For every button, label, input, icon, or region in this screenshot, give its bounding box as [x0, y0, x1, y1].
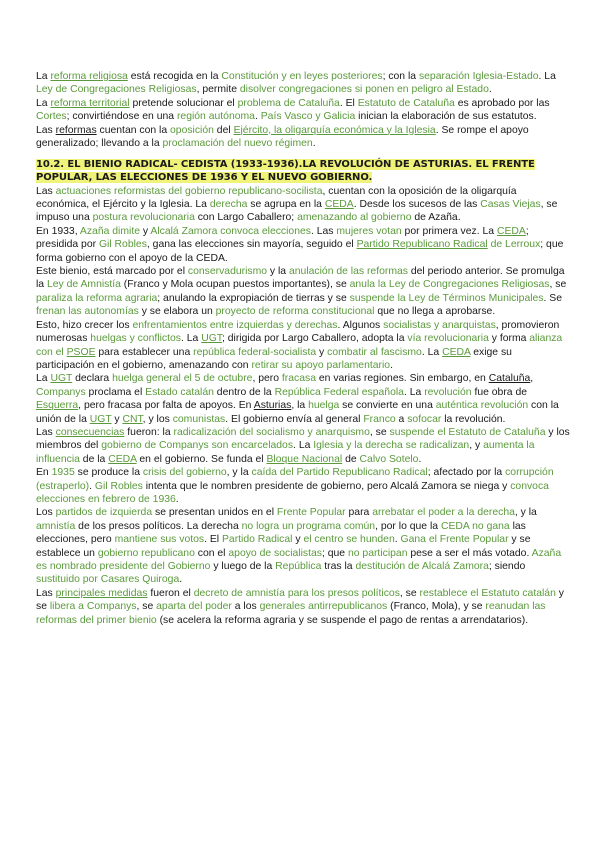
text-run: y los miembros del: [36, 426, 570, 452]
text-run: .: [175, 493, 179, 505]
body-paragraph: [36, 225, 570, 265]
body-section: [36, 185, 570, 627]
text-run: de la: [79, 453, 109, 465]
highlighted-text: paraliza la reforma agraria: [36, 292, 158, 304]
text-run: . Desde los sucesos de las: [353, 199, 481, 211]
body-paragraph: [36, 506, 570, 586]
highlighted-text: fracasa: [281, 373, 316, 385]
highlighted-text: Gil Robles: [98, 239, 147, 251]
highlighted-text: PSOE: [66, 346, 96, 358]
body-paragraph: [36, 587, 570, 627]
text-run: Las: [36, 185, 56, 197]
highlighted-text: Azaña dimite: [79, 225, 140, 237]
text-run: , pero fracasa por falta de apoyos. En: [78, 400, 254, 412]
text-run: de: [342, 453, 360, 465]
body-paragraph: [36, 372, 570, 426]
text-run: a: [395, 413, 408, 425]
text-run: de Azaña.: [411, 212, 461, 224]
text-run: se agrupa en la: [247, 199, 325, 211]
text-run: ; con la: [382, 71, 419, 82]
highlighted-text: Estatuto de Cataluña: [357, 97, 455, 109]
highlighted-text: Bloque Nacional: [266, 453, 343, 465]
highlighted-text: conservadurismo: [187, 266, 268, 278]
highlighted-text: huelga general el 5 de octubre: [112, 373, 253, 385]
text-run: La: [36, 97, 51, 109]
highlighted-text: Partido Republicano Radical: [356, 239, 488, 251]
text-run: ,: [530, 373, 534, 385]
text-run: y: [292, 534, 304, 546]
text-run: declara: [72, 373, 113, 385]
highlighted-text: CEDA: [324, 199, 354, 211]
highlighted-text: principales medidas: [55, 587, 148, 599]
highlighted-text: CNT: [122, 413, 143, 425]
text-run: y se establece un: [36, 534, 531, 559]
text-run: , cuentan con la oposición de la oligarquía económica, el Ejército y la Iglesia. La: [36, 185, 517, 211]
text-run: .: [254, 111, 261, 123]
highlighted-text: UGT: [89, 413, 112, 425]
text-run: con el: [194, 547, 229, 559]
highlighted-text: suspende la Ley de Términos Municipales: [349, 292, 544, 304]
text-run: .: [312, 138, 316, 150]
highlighted-text: huelga: [308, 400, 340, 412]
highlighted-text: combatir al fascismo: [327, 346, 422, 358]
text-run: .: [390, 359, 393, 371]
text-run: ; siendo: [488, 561, 526, 572]
highlighted-text: CEDA: [440, 520, 470, 532]
highlighted-text: República: [275, 561, 322, 572]
highlighted-text: restablece el Estatuto catalán: [419, 587, 556, 599]
highlighted-text: auténtica revolución: [435, 400, 529, 412]
highlighted-text: república federal-socialista: [193, 346, 317, 358]
highlighted-text: Esquerra: [36, 400, 79, 412]
highlighted-text: Gana el Frente Popular: [400, 534, 509, 546]
text-run: .: [418, 453, 422, 465]
text-run: ; que forma gobierno con el apoyo de la CEDA.: [36, 239, 564, 264]
body-paragraph: [36, 185, 570, 225]
highlighted-text: revolución: [424, 386, 472, 398]
highlighted-text: Iglesia y la derecha se radicalizan: [313, 440, 470, 452]
text-run: ; dirigida por Largo Caballero, adopta la: [221, 333, 408, 345]
text-run: (Franco y Mola ocupan puestos importantes), se: [120, 279, 350, 291]
highlighted-text: Partido Radical: [222, 534, 293, 546]
text-run: y: [316, 346, 328, 358]
text-run: fueron el: [147, 587, 194, 599]
text-run: se produce la: [74, 467, 143, 479]
highlighted-text: sustituido por Casares Quiroga: [36, 574, 180, 586]
text-run: .: [89, 480, 95, 492]
highlighted-text: Ley de Congregaciones Religiosas: [36, 84, 197, 96]
highlighted-text: Azaña es nombrado presidente del Gobierno: [36, 547, 562, 572]
highlighted-text: destitución de Alcalá Zamora: [355, 561, 489, 572]
text-run: .: [179, 574, 183, 586]
text-run: en el gobierno. Se funda el: [136, 453, 267, 465]
text-run: del periodo anterior. Se promulga la: [36, 266, 565, 291]
highlighted-text: corrupción (estraperlo): [36, 467, 554, 492]
highlighted-text: frenan las autonomías: [36, 306, 139, 318]
highlighted-text: arrebatar el poder a la derecha: [372, 507, 515, 519]
text-run: y se elabora un: [138, 306, 216, 318]
text-run: por primera vez. La: [401, 225, 497, 237]
text-run: . Algunos: [337, 319, 384, 331]
body-paragraph: [36, 319, 570, 373]
text-run: Asturias: [253, 400, 292, 412]
highlighted-text: socialistas y anarquistas: [383, 319, 496, 331]
highlighted-text: disolver congregaciones si ponen en peligro al Estado: [239, 84, 489, 96]
text-run: cuentan con la: [96, 124, 171, 136]
highlighted-text: gobierno de Companys son encarcelados: [101, 440, 294, 452]
text-run: (se acelera la reforma agraria y se suspende el pago de rentas a arrendatarios).: [156, 614, 529, 626]
highlighted-text: problema de Cataluña: [237, 97, 340, 109]
intro-section: [36, 70, 570, 150]
text-run: , y los: [142, 413, 173, 425]
text-run: . La: [538, 71, 556, 82]
highlighted-text: Ley de Amnistía: [46, 279, 121, 291]
text-run: y se: [36, 587, 564, 613]
text-run: . Se: [543, 292, 562, 304]
highlighted-text: CEDA: [108, 453, 137, 465]
text-run: es aprobado por las: [454, 97, 550, 109]
text-run: , se: [369, 426, 390, 438]
text-run: . Se rompe el apoyo generalizado; llevando a la: [36, 124, 529, 150]
text-run: Las: [36, 124, 56, 136]
body-paragraph: [36, 426, 570, 466]
text-run: y luego de la: [210, 561, 276, 572]
highlighted-text: CEDA: [496, 225, 526, 237]
highlighted-text: generales antirrepublicanos: [259, 601, 388, 613]
highlighted-text: retirar su apoyo parlamentario: [251, 359, 391, 371]
highlighted-text: separación Iglesia-Estado: [418, 71, 539, 82]
text-run: , se: [136, 601, 157, 613]
text-run: Las: [36, 587, 56, 599]
text-run: tras la: [321, 561, 356, 572]
highlighted-text: el centro se hunden: [303, 534, 395, 546]
text-run: , y la: [226, 467, 252, 479]
highlighted-text: radicalización del socialismo y anarquismo: [173, 426, 370, 438]
text-run: . La: [421, 346, 443, 358]
intro-paragraph: [36, 97, 570, 124]
text-run: , se: [399, 587, 420, 599]
highlighted-text: reforma territorial: [50, 97, 130, 109]
highlighted-text: Ejército, la oligarquía económica y la Iglesia: [233, 124, 436, 136]
text-run: dentro de la: [213, 386, 275, 398]
highlighted-text: amenazando al gobierno: [297, 212, 412, 224]
text-run: a los: [231, 601, 260, 613]
text-run: ; afectado por la: [427, 467, 506, 479]
highlighted-text: Franco: [363, 413, 396, 425]
text-run: para: [345, 507, 373, 519]
highlighted-text: sofocar: [407, 413, 442, 425]
highlighted-text: partidos de izquierda: [55, 507, 153, 519]
text-run: y: [111, 413, 123, 425]
text-run: , promovieron numerosas: [36, 319, 560, 345]
text-run: está recogida en la: [127, 71, 222, 82]
highlighted-text: Alcalá Zamora convoca elecciones: [150, 225, 311, 237]
highlighted-text: reforma religiosa: [50, 71, 128, 82]
highlighted-text: aumenta la influencia: [36, 440, 535, 465]
text-run: . El gobierno envía al general: [225, 413, 364, 425]
highlighted-text: Casas Viejas: [480, 199, 541, 211]
highlighted-text: decreto de amnistía para los presos políticos: [193, 587, 400, 599]
section-heading-text: 10.2. EL BIENIO RADICAL- CEDISTA (1933-1936).LA REVOLUCIÓN DE ASTURIAS. EL FRENTE POPULAR, LAS ELECCIONES DE 1936 Y EL NUEVO GOBIERNO.: [36, 159, 535, 184]
body-paragraph: [36, 265, 570, 319]
text-run: intenta que le nombren presidente de gobierno, pero Alcalá Zamora se niega y: [142, 480, 511, 492]
text-run: . La: [293, 440, 314, 452]
text-run: (Franco, Mola), y se: [387, 601, 486, 613]
highlighted-text: CEDA: [442, 346, 471, 358]
text-run: las elecciones, pero: [36, 520, 526, 546]
intro-paragraph: [36, 70, 570, 97]
highlighted-text: no logra un programa común: [241, 520, 376, 532]
highlighted-text: amnistía: [36, 520, 76, 532]
highlighted-text: no participan: [347, 547, 408, 559]
text-run: fueron: la: [124, 426, 174, 438]
highlighted-text: Cortes: [36, 111, 67, 123]
text-run: pese a ser el más votado.: [407, 547, 532, 559]
text-run: , la: [291, 400, 309, 412]
text-run: Los: [36, 507, 56, 519]
highlighted-text: apoyo de socialistas: [228, 547, 322, 559]
text-run: Las: [36, 426, 56, 438]
highlighted-text: UGT: [201, 333, 222, 345]
text-run: pretende solucionar el: [129, 97, 238, 109]
text-run: , por lo que la: [375, 520, 441, 532]
text-run: ; presidida por: [36, 225, 529, 251]
highlighted-text: gobierno republicano: [97, 547, 195, 559]
text-run: La: [36, 71, 51, 82]
text-run: la revolución.: [441, 413, 506, 425]
highlighted-text: Constitución y en leyes posteriores: [221, 71, 383, 82]
text-run: En 1933,: [36, 225, 80, 237]
highlighted-text: UGT: [50, 373, 73, 385]
text-run: .: [394, 534, 401, 546]
text-run: inician la elaboración de sus estatutos.: [355, 111, 537, 123]
text-run: ; convirtiéndose en una: [66, 111, 177, 123]
highlighted-text: País Vasco y Galicia: [260, 111, 356, 123]
highlighted-text: Companys: [36, 386, 86, 398]
text-run: con Largo Caballero;: [194, 212, 298, 224]
highlighted-text: comunistas: [172, 413, 226, 425]
text-run: , se impuso una: [36, 199, 558, 224]
highlighted-text: Estado catalán: [145, 386, 214, 398]
text-run: que no llega a aprobarse.: [374, 306, 496, 318]
highlighted-text: mujeres votan: [336, 225, 402, 237]
highlighted-text: anulación de las reformas: [288, 266, 408, 278]
highlighted-text: anula la Ley de Congregaciones Religiosas: [349, 279, 550, 291]
highlighted-text: aparta del poder: [156, 601, 232, 613]
text-run: se convierte en una: [339, 400, 436, 412]
highlighted-text: crisis del gobierno: [142, 467, 227, 479]
text-run: Cataluña: [488, 373, 531, 385]
text-run: . La: [403, 386, 425, 398]
text-run: para establecer una: [95, 346, 194, 358]
highlighted-text: de Lerroux: [487, 239, 541, 251]
highlighted-text: derecha: [209, 199, 248, 211]
highlighted-text: suspende el Estatuto de Cataluña: [389, 426, 546, 438]
text-run: . Las: [310, 225, 337, 237]
text-run: La: [36, 373, 51, 385]
text-run: fue obra de: [471, 386, 528, 398]
text-run: exige su participación en el gobierno, amenazando con: [36, 346, 512, 371]
text-run: y la: [267, 266, 289, 278]
text-run: , permite: [196, 84, 240, 96]
highlighted-text: mantiene sus votos: [114, 534, 205, 546]
text-run: .: [488, 84, 492, 96]
text-run: ; que: [321, 547, 348, 559]
highlighted-text: reanudan las reformas del primer bienio: [36, 601, 546, 626]
text-run: , gana las elecciones sin mayoría, seguido el: [146, 239, 357, 251]
highlighted-text: enfrentamientos entre izquierdas y derechas: [132, 319, 338, 331]
text-run: reformas: [55, 124, 97, 136]
text-run: y: [140, 225, 151, 237]
text-run: se presentan unidos en el: [152, 507, 277, 519]
text-run: , y la: [514, 507, 537, 519]
highlighted-text: alianza con el: [36, 333, 563, 358]
text-run: , pero: [252, 373, 282, 385]
text-run: y forma: [488, 333, 530, 345]
highlighted-text: 1935: [51, 467, 75, 479]
highlighted-text: Gil Robles: [94, 480, 143, 492]
text-run: Este bienio, está marcado por el: [36, 266, 188, 278]
text-run: . El: [339, 97, 358, 109]
highlighted-text: actuaciones reformistas del gobierno republicano-socilista: [55, 185, 323, 197]
text-run: , y: [469, 440, 484, 452]
highlighted-text: convoca elecciones en febrero de 1936: [36, 480, 549, 505]
text-run: Esto, hizo crecer los: [36, 319, 133, 331]
highlighted-text: vía revolucionaria: [407, 333, 489, 345]
text-run: . La: [180, 333, 202, 345]
highlighted-text: libera a Companys: [49, 601, 137, 613]
text-run: , se: [549, 279, 567, 291]
highlighted-text: Frente Popular: [276, 507, 346, 519]
intro-paragraph: [36, 124, 570, 151]
highlighted-text: postura revolucionaria: [92, 212, 195, 224]
highlighted-text: caída del Partido Republicano Radical: [251, 467, 428, 479]
highlighted-text: proclamación del nuevo régimen: [162, 138, 313, 150]
highlighted-text: región autónoma: [176, 111, 255, 123]
highlighted-text: huelgas y conflictos: [90, 333, 181, 345]
highlighted-text: Calvo Sotelo: [359, 453, 419, 465]
text-run: con la unión de la: [36, 400, 559, 425]
text-run: ; anulando la expropiación de tierras y se: [157, 292, 350, 304]
text-run: de los presos políticos. La derecha: [75, 520, 242, 532]
highlighted-text: consecuencias: [55, 426, 125, 438]
text-run: del: [213, 124, 234, 136]
section-heading: [36, 159, 570, 184]
text-run: En: [36, 467, 52, 479]
highlighted-text: República Federal española: [274, 386, 404, 398]
text-run: proclama el: [85, 386, 146, 398]
body-paragraph: [36, 466, 570, 506]
highlighted-text: no gana: [472, 520, 510, 532]
highlighted-text: oposición: [170, 124, 214, 136]
text-run: en varias regiones. Sin embargo, en: [316, 373, 489, 385]
highlighted-text: proyecto de reforma constitucional: [215, 306, 375, 318]
text-run: . El: [204, 534, 222, 546]
